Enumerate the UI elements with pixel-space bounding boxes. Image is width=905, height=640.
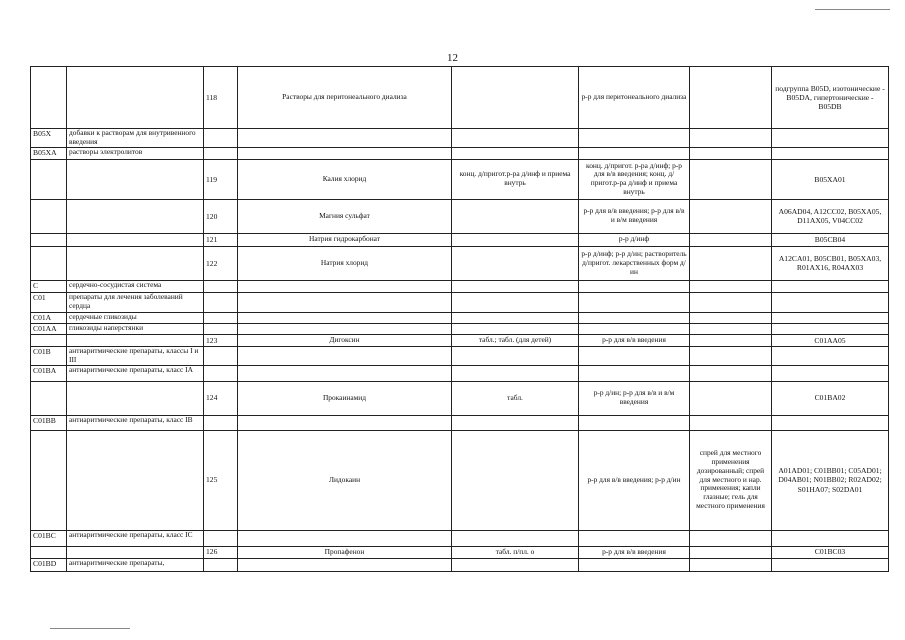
drug-list-table xyxy=(30,66,889,572)
table-row xyxy=(31,430,889,530)
cell-desc: антиаритмические препараты, xyxy=(67,558,204,571)
cell-note: спрей для местного применения дозированный; спрей для местного и нар. применения; капли глазные; гель для местного применения xyxy=(690,430,772,530)
cell-form xyxy=(452,67,579,129)
cell-code xyxy=(31,199,67,233)
cell-desc xyxy=(67,381,204,415)
table-row xyxy=(31,147,889,159)
cell-code: C01BA xyxy=(31,365,67,381)
cell-desc: препараты для лечения заболеваний сердца xyxy=(67,292,204,312)
cell-name xyxy=(238,415,452,430)
cell-desc xyxy=(67,334,204,346)
cell-name xyxy=(238,129,452,148)
cell-code: C01 xyxy=(31,292,67,312)
cell-form2: р-р д/ин; р-р для в/в и в/м введения xyxy=(579,381,690,415)
cell-num: 118 xyxy=(204,67,238,129)
cell-form2 xyxy=(579,530,690,546)
cell-code xyxy=(31,334,67,346)
cell-atc xyxy=(772,558,889,571)
cell-num xyxy=(204,323,238,334)
cell-form2 xyxy=(579,323,690,334)
cell-atc: C01BC03 xyxy=(772,546,889,558)
cell-num: 122 xyxy=(204,246,238,280)
cell-atc: B05CB04 xyxy=(772,233,889,246)
cell-form2 xyxy=(579,292,690,312)
cell-form2 xyxy=(579,558,690,571)
cell-atc: C01AA05 xyxy=(772,334,889,346)
cell-num: 125 xyxy=(204,430,238,530)
cell-code: B05XA xyxy=(31,147,67,159)
cell-form2 xyxy=(579,147,690,159)
cell-note xyxy=(690,129,772,148)
cell-desc: антиаритмические препараты, класс IB xyxy=(67,415,204,430)
cell-atc xyxy=(772,346,889,365)
cell-name xyxy=(238,323,452,334)
cell-name: Лидокаин xyxy=(238,430,452,530)
page-number: 12 xyxy=(447,52,458,64)
cell-form2 xyxy=(579,280,690,292)
cell-name: Пропафенон xyxy=(238,546,452,558)
table-row xyxy=(31,312,889,323)
cell-note xyxy=(690,280,772,292)
cell-atc xyxy=(772,280,889,292)
cell-atc: B05XA01 xyxy=(772,159,889,199)
cell-atc xyxy=(772,365,889,381)
table-row xyxy=(31,323,889,334)
cell-code: C01BC xyxy=(31,530,67,546)
cell-form2: р-р для перитонеального диализа xyxy=(579,67,690,129)
cell-code: C01A xyxy=(31,312,67,323)
cell-num xyxy=(204,280,238,292)
cell-name: Дигоксин xyxy=(238,334,452,346)
cell-form xyxy=(452,530,579,546)
cell-name xyxy=(238,346,452,365)
cell-code xyxy=(31,246,67,280)
cell-desc xyxy=(67,199,204,233)
cell-form2: р-р для в/в введения xyxy=(579,334,690,346)
table-row xyxy=(31,546,889,558)
cell-desc xyxy=(67,67,204,129)
cell-desc: сердечные гликозиды xyxy=(67,312,204,323)
table-row xyxy=(31,415,889,430)
cell-form: табл.; табл. (для детей) xyxy=(452,334,579,346)
cell-form2: р-р для в/в введения; р-р для в/в и в/м введения xyxy=(579,199,690,233)
table-row xyxy=(31,159,889,199)
cell-desc xyxy=(67,546,204,558)
cell-note xyxy=(690,365,772,381)
cell-note xyxy=(690,67,772,129)
cell-form2 xyxy=(579,346,690,365)
cell-form xyxy=(452,558,579,571)
cell-form2: р-р для в/в введения; р-р д/ин xyxy=(579,430,690,530)
cell-note xyxy=(690,530,772,546)
cell-num: 121 xyxy=(204,233,238,246)
cell-name xyxy=(238,312,452,323)
cell-desc xyxy=(67,430,204,530)
cell-note xyxy=(690,159,772,199)
cell-form xyxy=(452,292,579,312)
cell-note xyxy=(690,334,772,346)
scan-edge-mark xyxy=(815,9,890,10)
table-row xyxy=(31,292,889,312)
cell-name xyxy=(238,147,452,159)
cell-num xyxy=(204,346,238,365)
cell-name: Магния сульфат xyxy=(238,199,452,233)
cell-name: Натрия гидрокарбонат xyxy=(238,233,452,246)
cell-name: Натрия хлорид xyxy=(238,246,452,280)
table-row xyxy=(31,558,889,571)
table-row xyxy=(31,381,889,415)
cell-note xyxy=(690,323,772,334)
table-row xyxy=(31,346,889,365)
cell-name xyxy=(238,280,452,292)
cell-code xyxy=(31,381,67,415)
cell-code: C01B xyxy=(31,346,67,365)
table-row xyxy=(31,67,889,129)
cell-form2: конц. д/пригот. р-ра д/инф; р-р для в/в введения; конц. д/пригот.р-ра д/инф и приема внутрь xyxy=(579,159,690,199)
cell-form xyxy=(452,365,579,381)
cell-name xyxy=(238,292,452,312)
cell-form xyxy=(452,199,579,233)
cell-atc xyxy=(772,323,889,334)
table-row xyxy=(31,365,889,381)
cell-form xyxy=(452,246,579,280)
cell-name: Калия хлорид xyxy=(238,159,452,199)
cell-note xyxy=(690,312,772,323)
cell-desc xyxy=(67,159,204,199)
cell-name xyxy=(238,365,452,381)
cell-atc: C01BA02 xyxy=(772,381,889,415)
cell-note xyxy=(690,147,772,159)
cell-desc: растворы электролитов xyxy=(67,147,204,159)
cell-num xyxy=(204,415,238,430)
cell-code: B05X xyxy=(31,129,67,148)
cell-form xyxy=(452,233,579,246)
cell-form xyxy=(452,280,579,292)
cell-note xyxy=(690,246,772,280)
cell-form: конц. д/пригот.р-ра д/инф и приема внутрь xyxy=(452,159,579,199)
cell-desc xyxy=(67,233,204,246)
cell-form2: р-р для в/в введения xyxy=(579,546,690,558)
table-row xyxy=(31,233,889,246)
table-row xyxy=(31,334,889,346)
cell-name xyxy=(238,530,452,546)
cell-atc: A01AD01; C01BB01; C05AD01; D04AB01; N01BB02; R02AD02; S01HA07; S02DA01 xyxy=(772,430,889,530)
cell-form2: р-р д/инф; р-р д/ин; растворитель д/пригот. лекарственных форм д/ин xyxy=(579,246,690,280)
cell-num: 123 xyxy=(204,334,238,346)
cell-atc xyxy=(772,530,889,546)
table-row xyxy=(31,530,889,546)
cell-atc: подгруппа B05D, изотонические - B05DA, гипертонические - B05DB xyxy=(772,67,889,129)
cell-form xyxy=(452,147,579,159)
table-row xyxy=(31,199,889,233)
cell-num xyxy=(204,558,238,571)
cell-note xyxy=(690,381,772,415)
cell-form xyxy=(452,312,579,323)
cell-atc xyxy=(772,292,889,312)
cell-code xyxy=(31,159,67,199)
cell-code: C01BD xyxy=(31,558,67,571)
cell-note xyxy=(690,415,772,430)
cell-desc: антиаритмические препараты, класс IA xyxy=(67,365,204,381)
cell-atc xyxy=(772,415,889,430)
cell-num xyxy=(204,129,238,148)
cell-form xyxy=(452,346,579,365)
cell-num xyxy=(204,365,238,381)
cell-note xyxy=(690,346,772,365)
cell-num xyxy=(204,530,238,546)
cell-code xyxy=(31,67,67,129)
cell-form: табл. xyxy=(452,381,579,415)
table-row xyxy=(31,246,889,280)
cell-num: 124 xyxy=(204,381,238,415)
cell-num xyxy=(204,312,238,323)
cell-num: 119 xyxy=(204,159,238,199)
cell-form2 xyxy=(579,129,690,148)
cell-note xyxy=(690,558,772,571)
cell-code: C xyxy=(31,280,67,292)
cell-name xyxy=(238,558,452,571)
cell-num xyxy=(204,292,238,312)
cell-atc xyxy=(772,312,889,323)
cell-form2 xyxy=(579,312,690,323)
cell-name: Прокаинамид xyxy=(238,381,452,415)
cell-name: Растворы для перитонеального диализа xyxy=(238,67,452,129)
table-row xyxy=(31,280,889,292)
cell-code: C01AA xyxy=(31,323,67,334)
cell-code xyxy=(31,430,67,530)
cell-note xyxy=(690,546,772,558)
cell-atc xyxy=(772,129,889,148)
cell-code: C01BB xyxy=(31,415,67,430)
cell-form2 xyxy=(579,415,690,430)
cell-num: 120 xyxy=(204,199,238,233)
scan-edge-mark xyxy=(50,628,130,629)
cell-form xyxy=(452,129,579,148)
cell-form xyxy=(452,430,579,530)
table-row xyxy=(31,129,889,148)
cell-note xyxy=(690,199,772,233)
cell-desc xyxy=(67,246,204,280)
cell-desc: антиаритмические препараты, классы I и III xyxy=(67,346,204,365)
cell-desc: антиаритмические препараты, класс IC xyxy=(67,530,204,546)
cell-desc: добавки к растворам для внутривенного введения xyxy=(67,129,204,148)
cell-code xyxy=(31,233,67,246)
cell-form xyxy=(452,323,579,334)
cell-form xyxy=(452,415,579,430)
cell-desc: гликозиды наперстянки xyxy=(67,323,204,334)
cell-form: табл. п/пл. о xyxy=(452,546,579,558)
cell-atc: A12CA01, B05CB01, B05XA03, R01AX16, R04AX03 xyxy=(772,246,889,280)
cell-form2: р-р д/инф xyxy=(579,233,690,246)
cell-atc: A06AD04, A12CC02, B05XA05, D11AX05, V04CC02 xyxy=(772,199,889,233)
cell-note xyxy=(690,292,772,312)
cell-atc xyxy=(772,147,889,159)
cell-num xyxy=(204,147,238,159)
cell-num: 126 xyxy=(204,546,238,558)
cell-note xyxy=(690,233,772,246)
cell-desc: сердечно-сосудистая система xyxy=(67,280,204,292)
cell-code xyxy=(31,546,67,558)
cell-form2 xyxy=(579,365,690,381)
